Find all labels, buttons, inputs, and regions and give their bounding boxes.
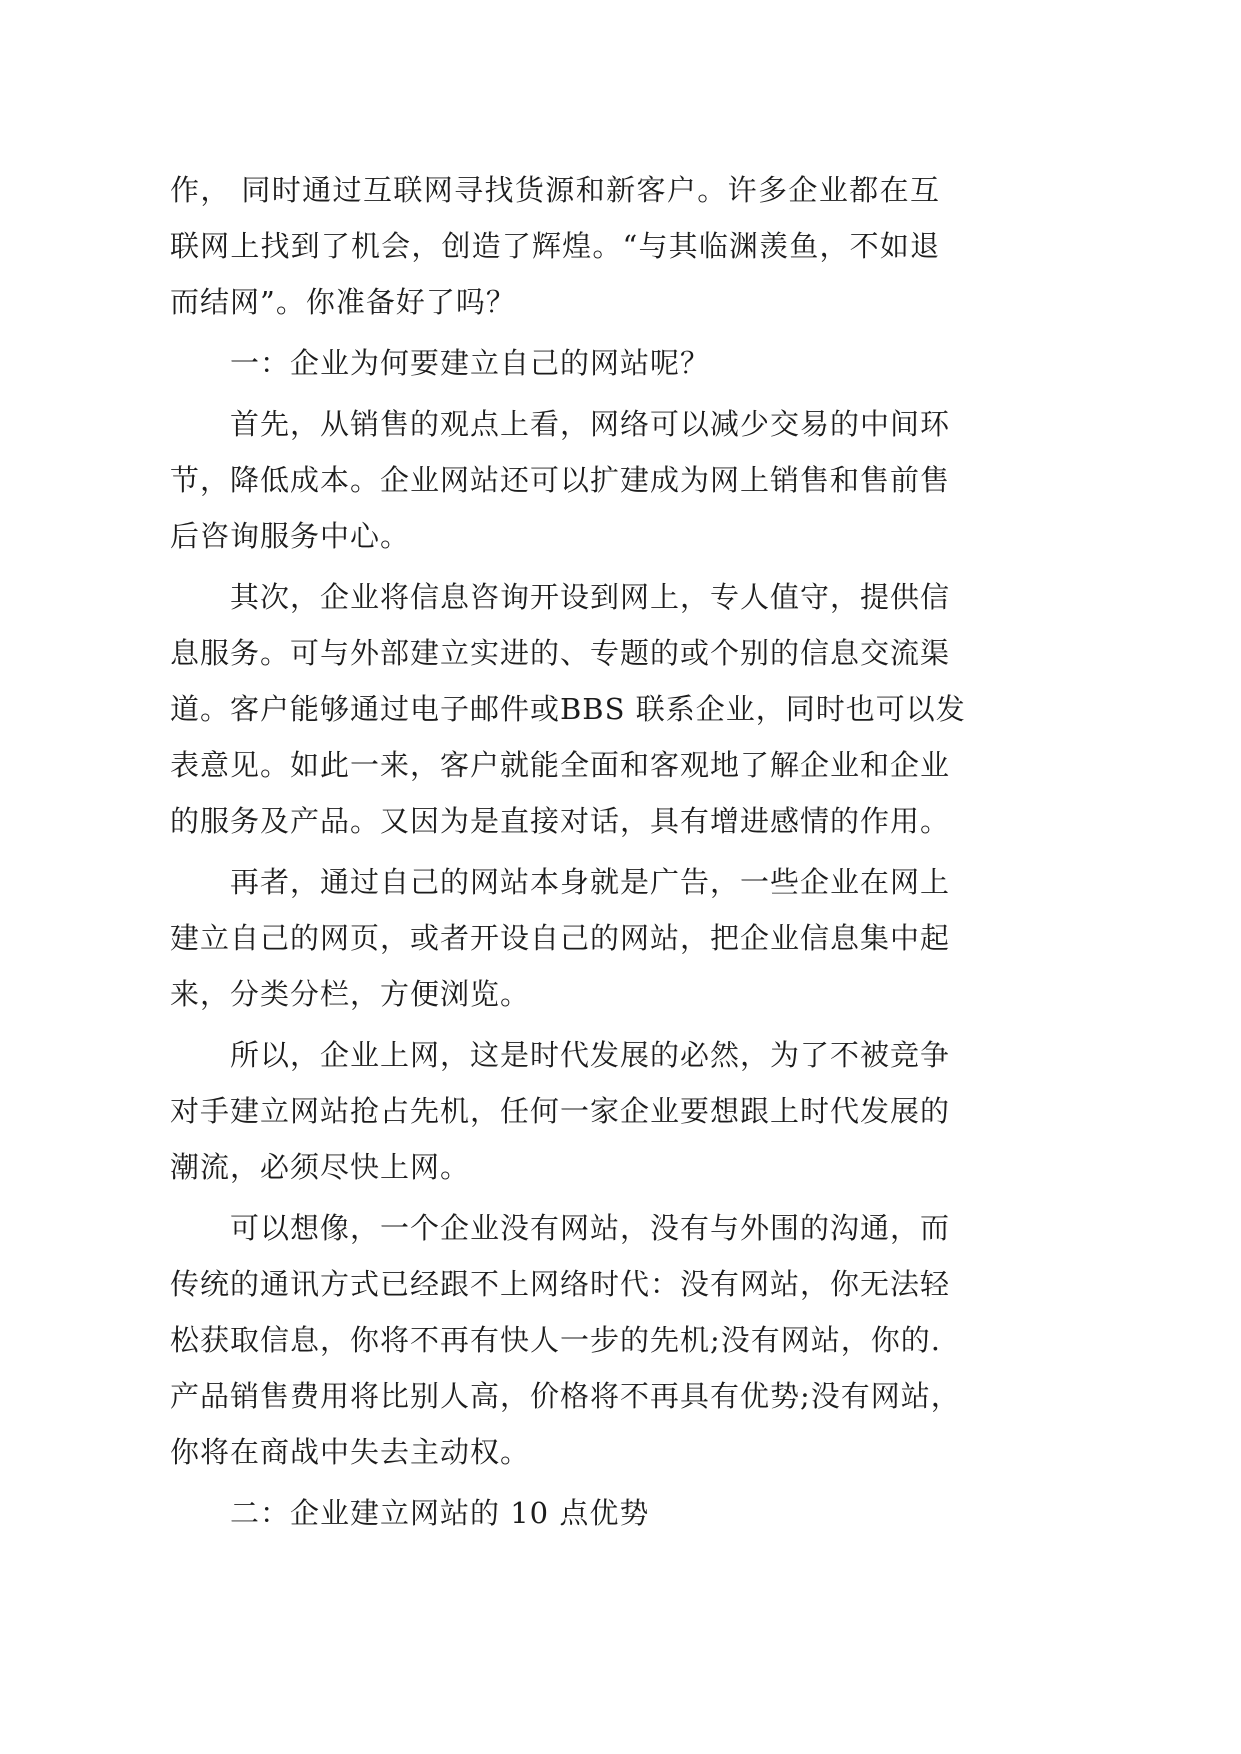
text-line: 而结网”。你准备好了吗？ <box>170 285 516 319</box>
text-line: 表意见。如此一来，客户就能全面和客观地了解企业和企业 <box>170 748 951 782</box>
section-heading-2 <box>170 1485 940 1541</box>
text-line: 的服务及产品。又因为是直接对话，具有增进感情的作用。 <box>170 804 951 838</box>
document-body <box>170 162 966 1546</box>
text-line: 所以，企业上网，这是时代发展的必然，为了不被竞争 <box>230 1038 951 1072</box>
text-line: 建立自己的网页，或者开设自己的网站，把企业信息集中起 <box>170 921 951 955</box>
text-line: 作， 同时通过互联网寻找货源和新客户。许多企业都在互 <box>170 173 940 207</box>
text-line: 产品销售费用将比别人高，价格将不再具有优势;没有网站， <box>170 1379 961 1413</box>
text-line: 节，降低成本。企业网站还可以扩建成为网上销售和售前售 <box>170 463 951 497</box>
paragraph-second <box>170 569 966 849</box>
text-line: 传统的通讯方式已经跟不上网络时代：没有网站，你无法轻 <box>170 1267 951 1301</box>
text-line: 后咨询服务中心。 <box>170 519 411 553</box>
paragraph-first <box>170 396 951 564</box>
section-heading-1 <box>170 335 940 391</box>
text-line: 可以想像，一个企业没有网站，没有与外围的沟通，而 <box>230 1211 951 1245</box>
paragraph-intro <box>170 162 940 330</box>
text-line: 其次，企业将信息咨询开设到网上，专人值守，提供信 <box>230 580 951 614</box>
text-line: 来，分类分栏，方便浏览。 <box>170 977 531 1011</box>
text-line: 息服务。可与外部建立实进的、专题的或个别的信息交流渠 <box>170 636 951 670</box>
text-line: 联网上找到了机会，创造了辉煌。“与其临渊羡鱼，不如退 <box>170 229 940 263</box>
text-line: 潮流，必须尽快上网。 <box>170 1150 471 1184</box>
text-line: 松获取信息，你将不再有快人一步的先机;没有网站，你的. <box>170 1323 941 1357</box>
paragraph-third <box>170 854 951 1022</box>
paragraph-therefore <box>170 1027 951 1195</box>
heading-line: 二：企业建立网站的 10 点优势 <box>230 1496 650 1530</box>
text-line: 你将在商战中失去主动权。 <box>170 1435 531 1469</box>
text-line: 对手建立网站抢占先机，任何一家企业要想跟上时代发展的 <box>170 1094 951 1128</box>
text-line: 再者，通过自己的网站本身就是广告，一些企业在网上 <box>230 865 951 899</box>
text-line: 道。客户能够通过电子邮件或BBS 联系企业，同时也可以发 <box>170 692 966 726</box>
heading-line: 一：企业为何要建立自己的网站呢？ <box>230 346 711 380</box>
text-line: 首先，从销售的观点上看，网络可以减少交易的中间环 <box>230 407 951 441</box>
paragraph-imagine <box>170 1200 961 1480</box>
